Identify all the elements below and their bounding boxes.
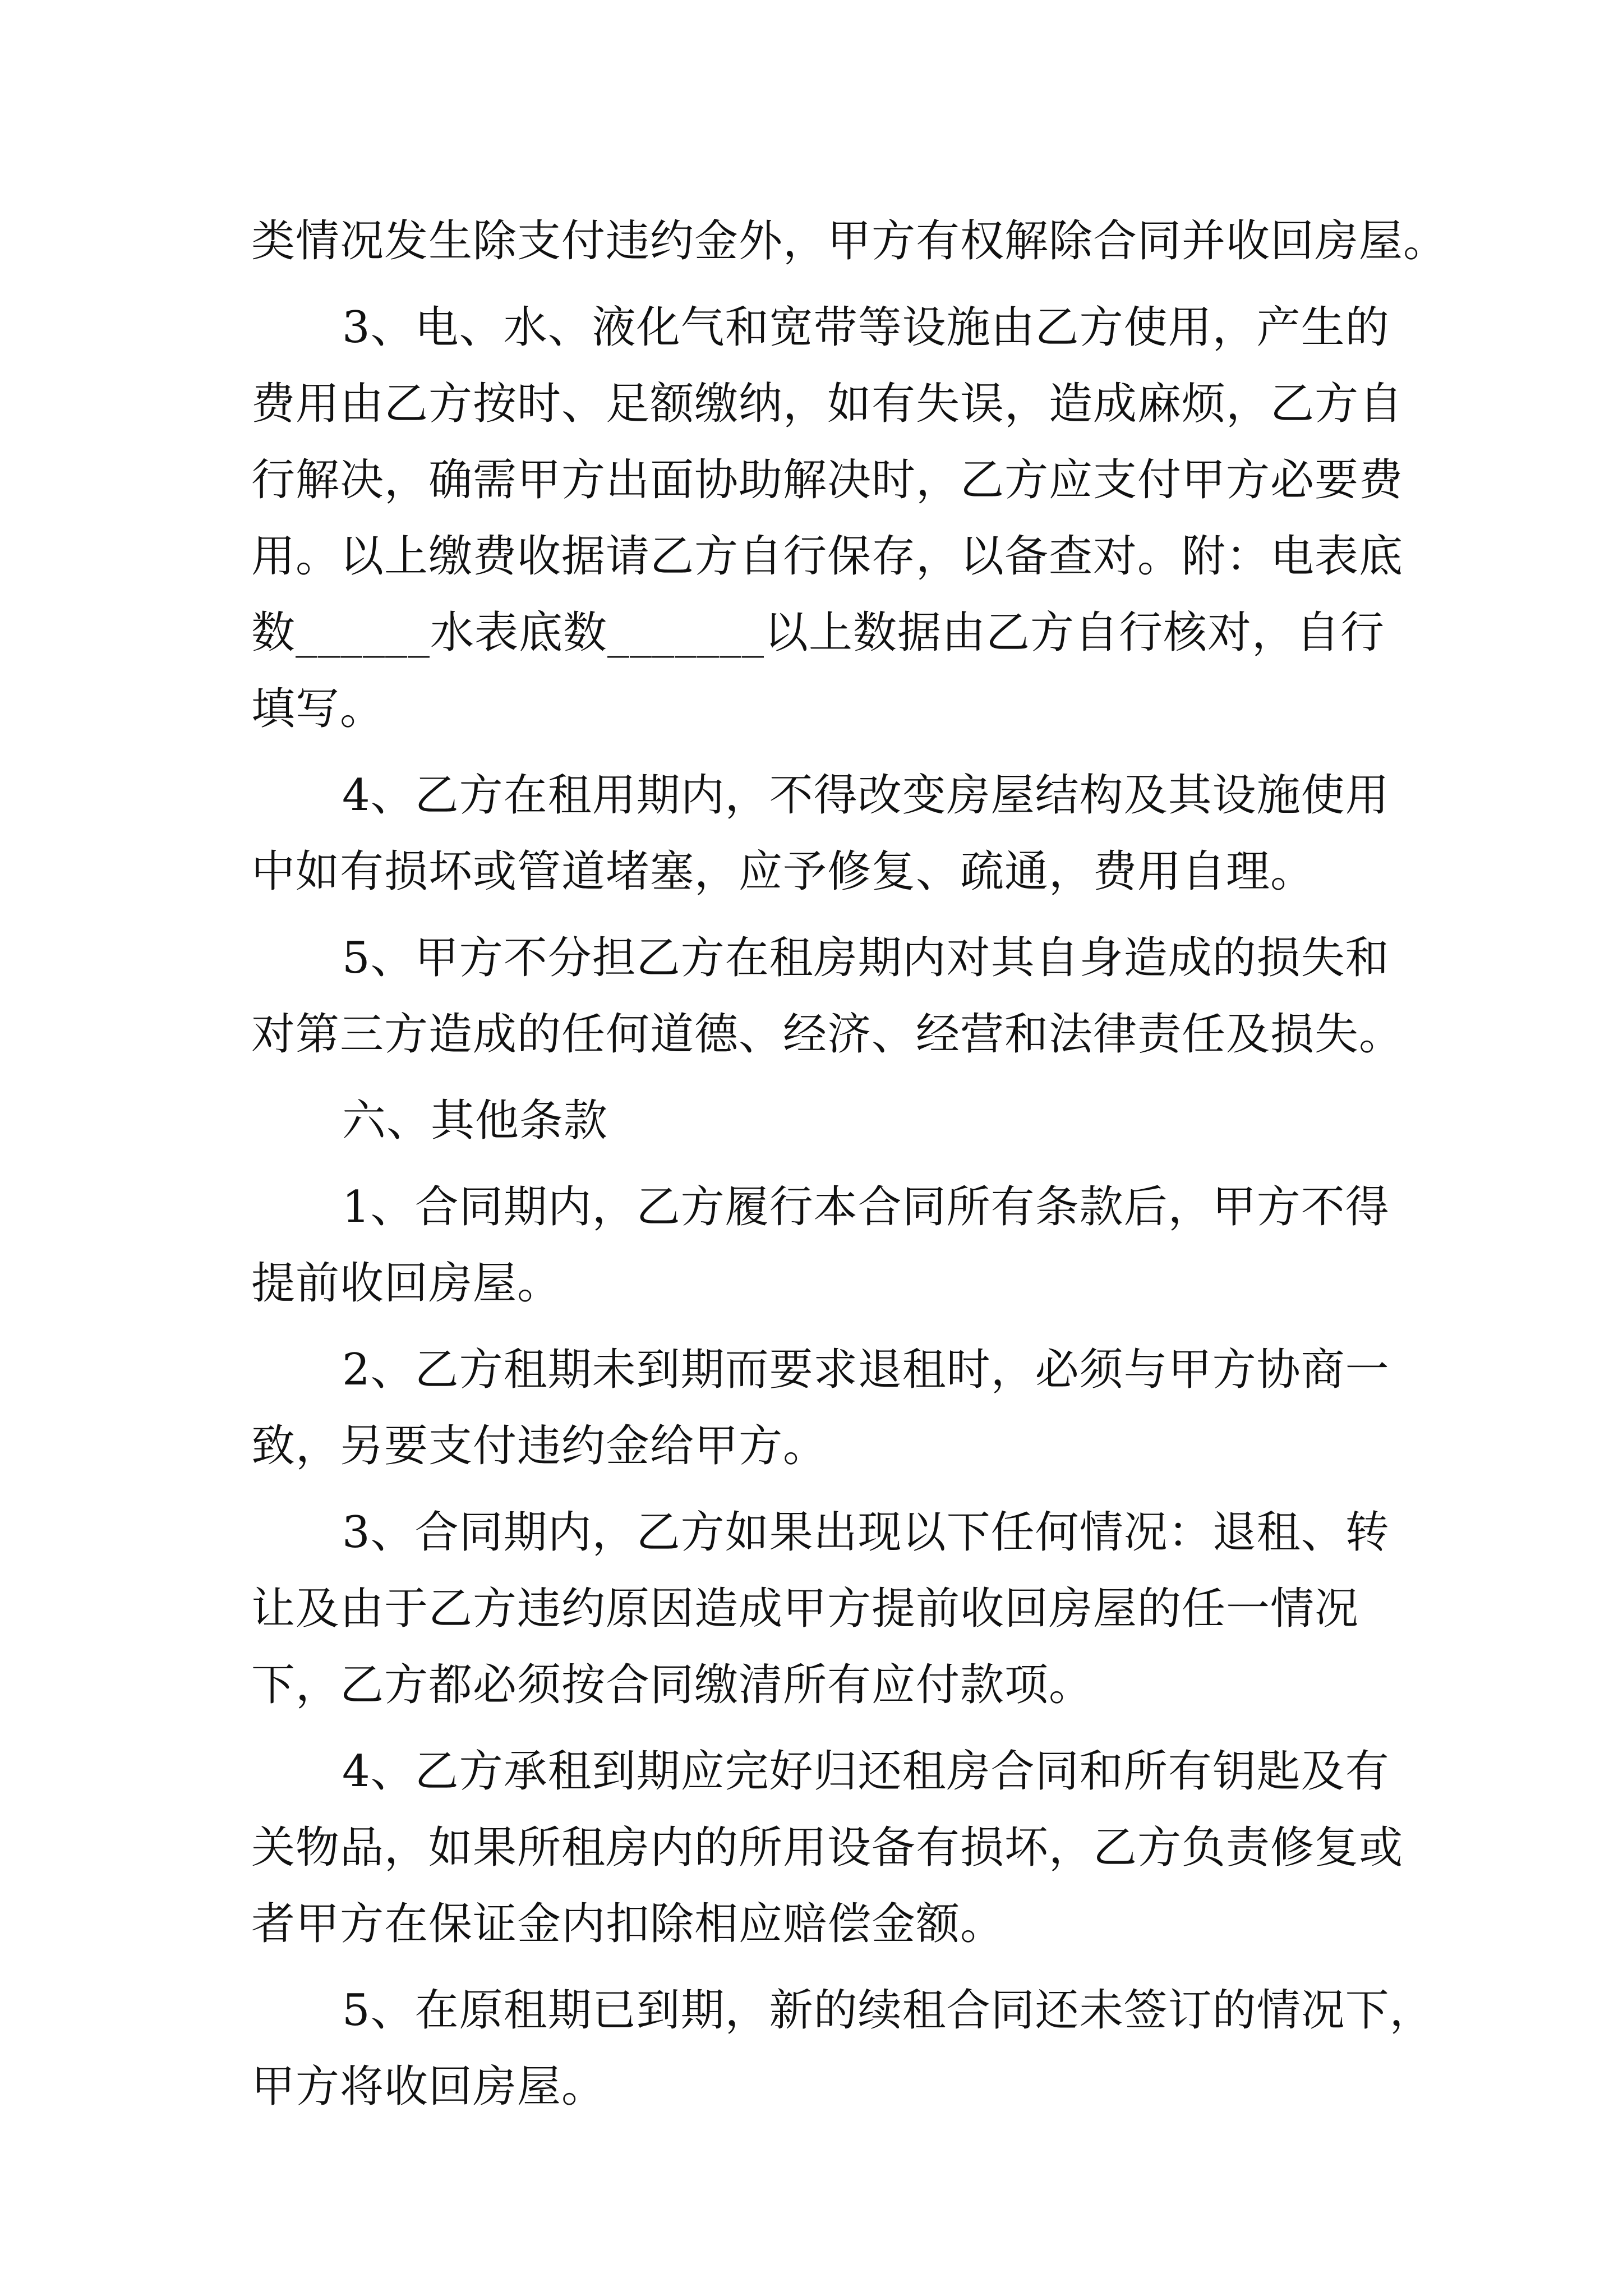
text-line: 行解决，确需甲方出面协助解决时，乙方应支付甲方必要费: [251, 455, 1404, 505]
text-line: 3、合同期内，乙方如果出现以下任何情况：退租、转: [342, 1507, 1390, 1558]
text-line: 类情况发生除支付违约金外，甲方有权解除合同并收回房屋。: [251, 216, 1448, 266]
text-line: 费用由乙方按时、足额缴纳，如有失误，造成麻烦，乙方自: [251, 379, 1404, 429]
text-line: 下，乙方都必须按合同缴清所有应付款项。: [251, 1660, 1094, 1710]
paragraph: [251, 1972, 1434, 2125]
text-line: 提前收回房屋。: [251, 1258, 562, 1309]
paragraph: [251, 1494, 1390, 1723]
paragraph: [251, 203, 1448, 279]
paragraph-gap: [251, 910, 1384, 920]
text-line: 1、合同期内，乙方履行本合同所有条款后，甲方不得: [342, 1182, 1390, 1232]
paragraph-gap: [251, 1962, 1384, 1972]
document-body: [251, 203, 1448, 2125]
paragraph: [251, 1169, 1390, 1322]
text-line: 六、其他条款: [342, 1096, 608, 1146]
text-line: 3、电、水、液化气和宽带等设施由乙方使用，产生的: [342, 302, 1390, 353]
paragraph: [251, 1332, 1390, 1484]
text-line: 4、乙方承租到期应完好归还租房合同和所有钥匙及有: [342, 1746, 1390, 1797]
text-line: 4、乙方在租用期内，不得改变房屋结构及其设施使用: [342, 770, 1390, 821]
paragraph: [251, 289, 1404, 747]
paragraph: [251, 1733, 1404, 1962]
paragraph-gap: [251, 1484, 1384, 1494]
paragraph: [251, 1083, 1384, 1159]
text-line: 者甲方在保证金内扣除相应赔偿金额。: [251, 1899, 1005, 1949]
text-line: 让及由于乙方违约原因造成甲方提前收回房屋的任一情况: [251, 1584, 1359, 1634]
paragraph-gap: [251, 1322, 1384, 1332]
paragraph-gap: [251, 747, 1384, 757]
text-line: 填写。: [251, 684, 385, 734]
text-line: 致，另要支付违约金给甲方。: [251, 1421, 828, 1471]
paragraph: [251, 757, 1390, 910]
paragraph-gap: [251, 1073, 1384, 1083]
text-line: 对第三方造成的任何道德、经济、经营和法律责任及损失。: [251, 1009, 1404, 1060]
text-line: 甲方将收回房屋。: [251, 2062, 606, 2112]
text-line: 数______水表底数_______以上数据由乙方自行核对，自行: [251, 608, 1385, 658]
paragraph-gap: [251, 279, 1384, 289]
text-line: 5、在原租期已到期，新的续租合同还未签订的情况下，: [342, 1985, 1434, 2036]
text-line: 2、乙方租期未到期而要求退租时，必须与甲方协商一: [342, 1345, 1390, 1395]
paragraph-gap: [251, 1159, 1384, 1169]
text-line: 5、甲方不分担乙方在租房期内对其自身造成的损失和: [342, 933, 1390, 983]
text-line: 用。以上缴费收据请乙方自行保存，以备查对。附：电表底: [251, 531, 1404, 582]
paragraph: [251, 920, 1404, 1073]
text-line: 中如有损坏或管道堵塞，应予修复、疏通，费用自理。: [251, 846, 1315, 897]
text-line: 关物品，如果所租房内的所用设备有损坏，乙方负责修复或: [251, 1823, 1404, 1873]
paragraph-gap: [251, 1723, 1384, 1733]
